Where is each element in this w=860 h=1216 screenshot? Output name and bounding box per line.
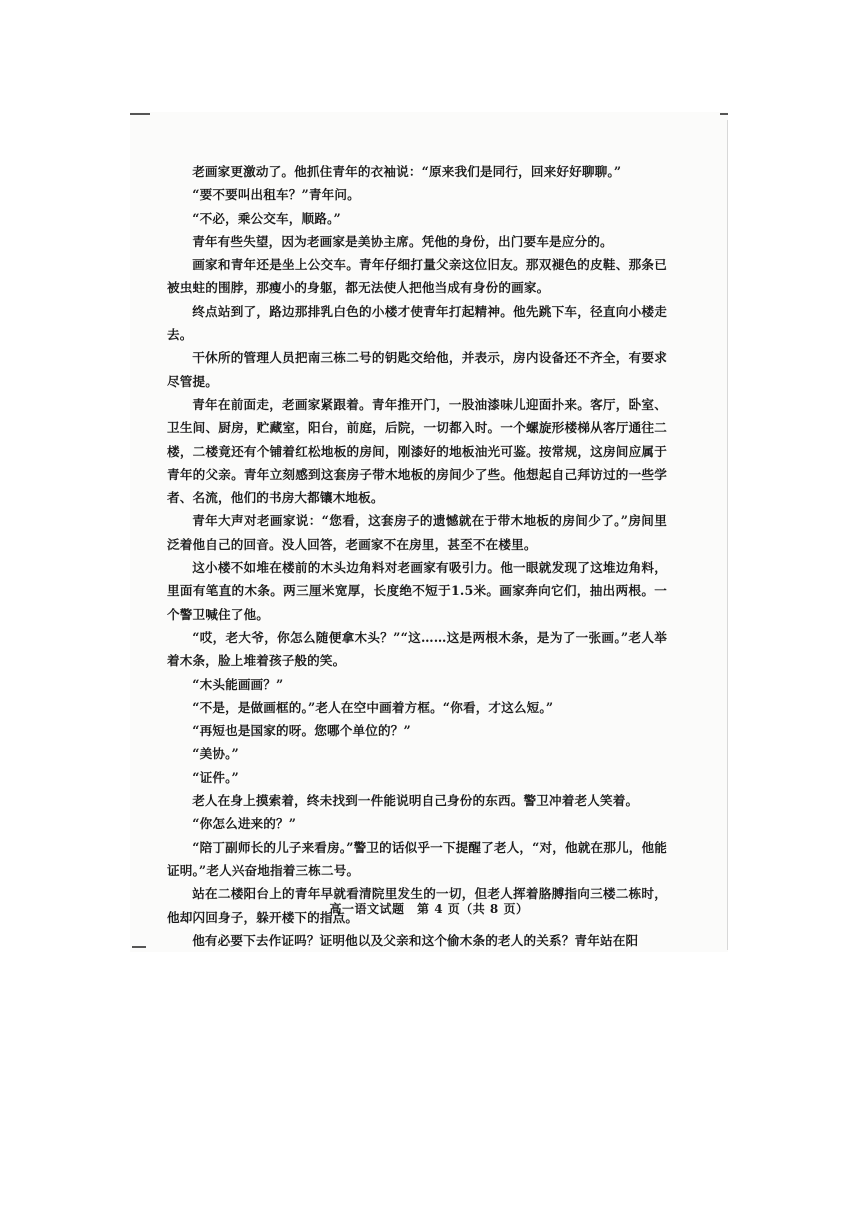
paragraph: “木头能画画？” <box>192 676 284 692</box>
paragraph: 这小楼不如堆在楼前的木头边角料对老画家有吸引力。他一眼就发现了这堆边角料，里面有笔直的木条。两三厘米宽厚，长度绝不短于1.5米。画家奔向它们，抽出两根。一个警卫喊住了他。 <box>167 560 667 622</box>
paragraph: “不必，乘公交车，顺路。” <box>192 210 341 226</box>
paragraph: 老画家更激动了。他抓住青年的衣袖说：“原来我们是同行，回来好好聊聊。” <box>192 164 622 179</box>
page-edge-line <box>727 120 728 950</box>
paragraph: “美协。” <box>192 746 239 762</box>
scan-corner-mark <box>130 113 150 115</box>
paragraph: 站在二楼阳台上的青年早就看清院里发生的一切，但老人挥着胳膊指向三楼二栋时，他却闪回身子，躲开楼下的指点。 <box>167 886 667 925</box>
paragraph: “再短也是国家的呀。您哪个单位的？” <box>192 723 411 739</box>
paragraph: “你怎么进来的？” <box>192 816 297 832</box>
page-footer: 高一语文试题 第 4 页（共 8 页） <box>329 902 529 916</box>
paragraph: 青年大声对老画家说：“您看，这套房子的遗憾就在于带木地板的房间少了。”房间里泛着他自己的回音。没人回答，老画家不在房里，甚至不在楼里。 <box>167 513 667 552</box>
paragraph: 终点站到了，路边那排乳白色的小楼才使青年打起精神。他先跳下车，径直向小楼走去。 <box>167 303 667 343</box>
paragraph: “证件。” <box>192 769 239 785</box>
scan-corner-mark <box>720 113 728 115</box>
paragraph: 他有必要下去作证吗？证明他以及父亲和这个偷木条的老人的关系？青年站在阳 <box>192 932 639 948</box>
paragraph: 青年有些失望，因为老画家是美协主席。凭他的身份，出门要车是应分的。 <box>192 233 613 249</box>
paragraph: 青年在前面走，老画家紧跟着。青年推开门，一股油漆味儿迎面扑来。客厅，卧室、卫生间、厨房，贮藏室，阳台，前庭，后院，一切都入时。一个螺旋形楼梯从客厅通往二楼，二楼竟还有个铺着红松地板的房间，刚漆好的地板油光可鉴。按常规，这房间应属于青年的父亲。青年立刻感到这套房子带木地板的房间少了些。他想起自己拜访过的一些学者、名流，他们的书房大都镶木地板。 <box>167 396 667 506</box>
paragraph: 画家和青年还是坐上公交车。青年仔细打量父亲这位旧友。那双褪色的皮鞋、那条已被虫蛀的围脖，那瘦小的身躯，都无法使人把他当成有身份的画家。 <box>167 257 667 296</box>
paragraph: “陪丁副师长的儿子来看房。”警卫的话似乎一下提醒了老人，“对，他就在那儿，他能证明。”老人兴奋地指着三栋二号。 <box>167 839 667 878</box>
reading-passage <box>167 160 667 952</box>
paragraph: “不是，是做画框的。”老人在空中画着方框。“你看，才这么短。” <box>192 699 554 715</box>
paragraph: 干休所的管理人员把南三栋二号的钥匙交给他，并表示，房内设备还不齐全，有要求尽管提。 <box>167 350 667 389</box>
paragraph: “哎，老大爷，你怎么随便拿木头？”“这……这是两根木条，是为了一张画。”老人举着木条，脸上堆着孩子般的笑。 <box>167 629 667 669</box>
paragraph: “要不要叫出租车？”青年问。 <box>192 187 360 203</box>
paragraph: 老人在身上摸索着，终未找到一件能说明自己身份的东西。警卫冲着老人笑着。 <box>192 793 639 809</box>
scan-corner-mark <box>132 946 146 948</box>
